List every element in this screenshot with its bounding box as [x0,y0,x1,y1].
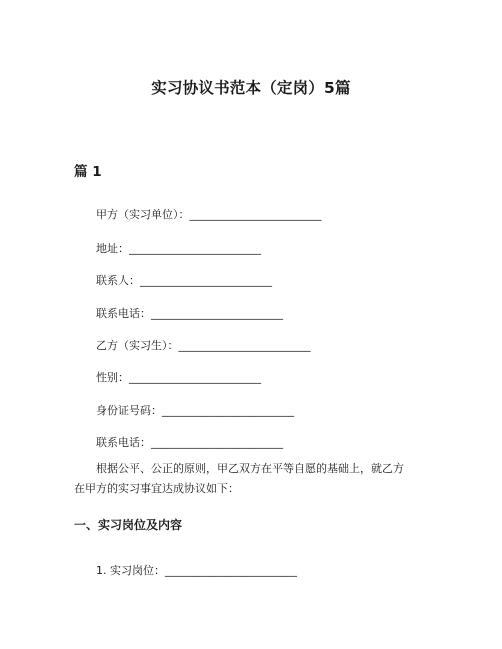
field-party-a: 甲方（实习单位）：________________________ [96,208,322,221]
field-phone-a: 联系电话：________________________ [96,307,283,320]
intro-paragraph [74,459,434,499]
intro-line-2: 在甲方的实习事宜达成协议如下： [74,482,239,495]
field-party-b: 乙方（实习生）：________________________ [96,339,311,352]
field-address: 地址：________________________ [96,242,261,255]
list-item-position: 1. 实习岗位：________________________ [96,564,297,577]
field-gender: 性别：________________________ [96,371,261,384]
heading-internship-position: 一、实习岗位及内容 [74,518,183,532]
field-phone-b: 联系电话：________________________ [96,436,283,449]
document-title: 实习协议书范本（定岗）5篇 [151,79,351,97]
intro-line-1: 根据公平、公正的原则，甲乙双方在平等自愿的基础上，就乙方 [96,462,404,475]
section-title: 篇 1 [74,164,102,180]
field-contact-person: 联系人：________________________ [96,274,272,287]
field-id-number: 身份证号码：________________________ [96,404,294,417]
